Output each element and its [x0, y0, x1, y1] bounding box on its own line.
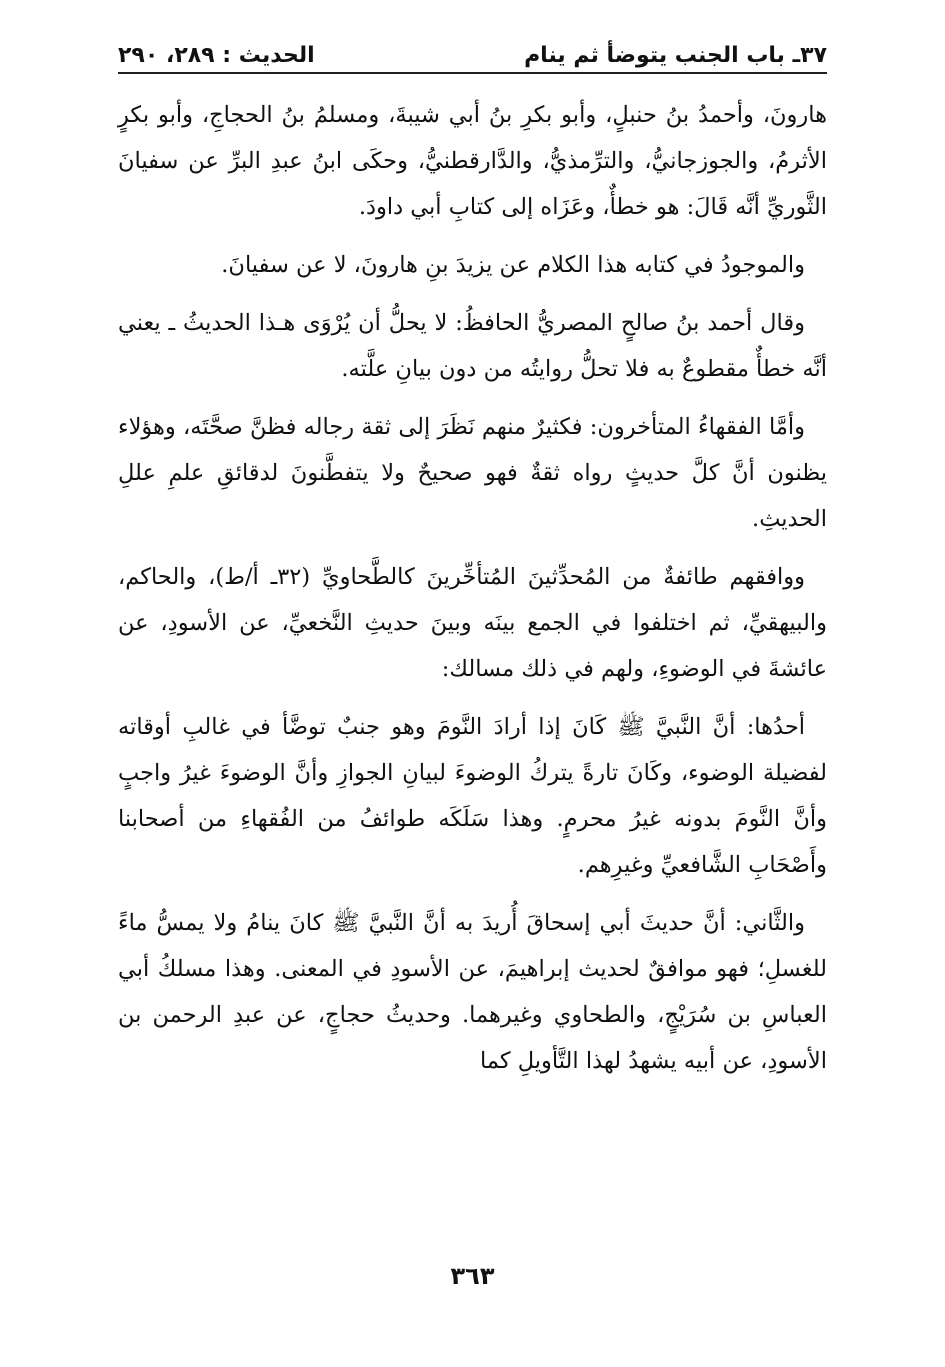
page-number: ٣٦٣ [450, 1262, 495, 1290]
paragraph-1: هارونَ، وأحمدُ بنُ حنبلٍ، وأبو بكرِ بنُ أبي شيبةَ، ومسلمُ بنُ الحجاجِ، وأبو بكرٍ الأثرمُ، والجوزجانيُّ، والترِّمذيُّ، والدَّارقطنيُّ، وحكَى ابنُ عبدِ البرِّ عن سفيانَ الثَّوريِّ أنَّه قَالَ: هو خطأٌ، وعَزَاه إلى كتابِ أبي داودَ. [118, 102, 827, 220]
running-header [118, 32, 827, 68]
main-text [118, 92, 827, 1096]
paragraph-3: وقال أحمد بنُ صالحٍ المصريُّ الحافظُ: لا يحلُّ أن يُرْوَى هـذا الحديثُ ـ يعني أنَّه خطأٌ مقطوعٌ به فلا تحلُّ روايتُه من دون بيانِ علَّته. [118, 310, 827, 382]
paragraph-2: والموجودُ في كتابه هذا الكلام عن يزيدَ بنِ هارونَ، لا عن سفيانَ. [221, 252, 805, 278]
hadith-reference: الحديث : ٢٨٩، ٢٩٠ [118, 43, 315, 68]
paragraph-4: وأمَّا الفقهاءُ المتأخرون: فكثيرٌ منهم نَظَرَ إلى ثقة رجاله فظنَّ صحَّتَه، وهؤلاء يظنون أنَّ كلَّ حديثٍ رواه ثقةٌ فهو صحيحٌ ولا يتفطَّنونَ لدقائقِ علمِ عللِ الحديثِ. [118, 414, 827, 532]
paragraph-7: والثَّاني: أنَّ حديثَ أبي إسحاقَ أُريدَ به أنَّ النَّبيَّ ﷺ كانَ ينامُ ولا يمسُّ ماءً للغسلِ؛ فهو موافقٌ لحديث إبراهيمَ، عن الأسودِ في المعنى. وهذا مسلكُ أبي العباسِ بن سُرَيْجٍ، والطحاوي وغيرهما. وحديثُ حجاجٍ، عن عبدِ الرحمن بن الأسودِ، عن أبيه يشهدُ لهذا التَّأويلِ كما [118, 910, 827, 1074]
paragraph-5: ووافقهم طائفةٌ من المُحدِّثينَ المُتأخِّرينَ كالطَّحاويِّ (٣٢ـ أ/ط)، والحاكم، والبيهقيِّ، ثم اختلفوا في الجمع بينَه وبينَ حديثِ النَّخعيِّ، عن الأسودِ، عن عائشةَ في الوضوءِ، ولهم في ذلك مسالك: [118, 564, 827, 682]
paragraph-6: أحدُها: أنَّ النَّبيَّ ﷺ كَانَ إذا أرادَ النَّومَ وهو جنبٌ توضَّأ في غالبِ أوقاته لفضيلة الوضوء، وكَانَ تارةً يتركُ الوضوءَ لبيانِ الجوازِ وأنَّ الوضوءَ غيرُ واجبٍ وأنَّ النَّومَ بدونه غيرُ محرمٍ. وهذا سَلَكَه طوائفُ من الفُقهاءِ من أصحابنا وأَصْحَابِ الشَّافعيِّ وغيرِهم. [118, 714, 827, 878]
chapter-title: ٣٧ـ باب الجنب يتوضأ ثم ينام [524, 43, 827, 68]
header-rule [118, 72, 827, 74]
